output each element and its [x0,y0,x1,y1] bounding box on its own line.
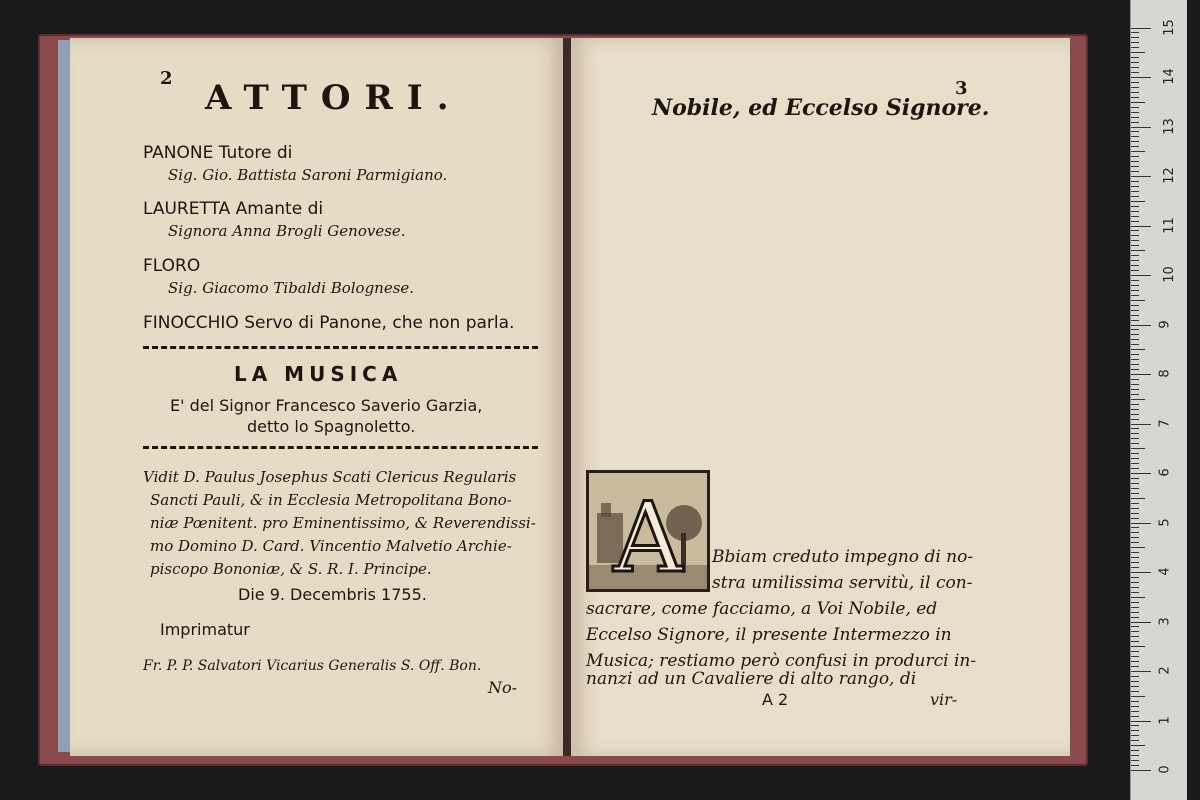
ruler-minor-tick [1131,443,1139,444]
ruler-minor-tick [1131,488,1139,489]
composer-line: E' del Signor Francesco Saverio Garzia, [170,396,483,415]
ruler-minor-tick [1131,72,1139,73]
ruler-tick [1131,176,1151,177]
ruler-minor-tick [1131,280,1139,281]
ruler-tick [1131,77,1151,78]
ruler-minor-tick [1131,136,1139,137]
ruler-label: 2 [1157,666,1173,675]
ruler-minor-tick [1131,428,1139,429]
ruler-minor-tick [1131,216,1139,217]
ruler-minor-tick [1131,646,1145,647]
ruler-tick [1131,572,1151,573]
ruler-minor-tick [1131,87,1139,88]
vicar-signature: Fr. P. P. Salvatori Vicarius Generalis S. Off. Bon. [143,658,482,674]
ruler-minor-tick [1131,250,1145,251]
ruler-minor-tick [1131,265,1139,266]
ruler-minor-tick [1131,161,1139,162]
ruler-minor-tick [1131,582,1139,583]
cast-role: PANONE Tutore di [143,143,293,163]
ruler-minor-tick [1131,656,1139,657]
ruler-minor-tick [1131,245,1139,246]
ruler-minor-tick [1131,686,1139,687]
ruler-minor-tick [1131,166,1139,167]
licence-line: niæ Pœnitent. pro Eminentissimo, & Reverendissi- [150,514,536,532]
ruler-minor-tick [1131,755,1139,756]
ruler-label: 6 [1157,468,1173,477]
ruler-minor-tick [1131,567,1139,568]
ruler-tick [1131,127,1151,128]
ruler-minor-tick [1131,47,1139,48]
dedication-line: Eccelso Signore, il presente Intermezzo in [586,625,952,645]
ruler-tick [1131,325,1151,326]
ruler-label: 3 [1157,616,1173,626]
ruler-minor-tick [1131,334,1139,335]
ruler-minor-tick [1131,760,1139,761]
ruler-minor-tick [1131,745,1145,746]
ruler-minor-tick [1131,513,1139,514]
dedication-title: Nobile, ed Eccelso Signore. [652,95,990,121]
ruler-label: 9 [1157,319,1173,329]
ruler-label: 10 [1161,266,1177,283]
ornamental-rule [143,446,538,452]
licence-date: Die 9. Decembris 1755. [238,585,427,604]
ruler-label: 1 [1157,715,1173,725]
ruler-label: 7 [1157,418,1173,428]
ruler-minor-tick [1131,255,1139,256]
ruler-tick [1131,671,1151,672]
ruler-minor-tick [1131,641,1139,642]
ruler-minor-tick [1131,117,1139,118]
ruler-label: 4 [1157,567,1173,576]
ruler-label: 14 [1161,68,1177,85]
ruler-minor-tick [1131,458,1139,459]
ruler-minor-tick [1131,300,1145,301]
ruler-minor-tick [1131,493,1139,494]
ruler-minor-tick [1131,290,1139,291]
ruler-minor-tick [1131,67,1139,68]
ruler-minor-tick [1131,463,1139,464]
cast-singer: Sig. Gio. Battista Saroni Parmigiano. [168,166,448,184]
ruler-minor-tick [1131,171,1139,172]
ruler-minor-tick [1131,518,1139,519]
ruler-minor-tick [1131,701,1139,702]
ruler-label: 0 [1157,765,1173,774]
ruler-minor-tick [1131,399,1145,400]
measurement-ruler [1130,0,1187,800]
ruler-minor-tick [1131,597,1145,598]
ruler-minor-tick [1131,191,1139,192]
ruler-minor-tick [1131,52,1145,53]
ruler-minor-tick [1131,240,1139,241]
left-catchword: No- [488,678,518,697]
ruler-minor-tick [1131,537,1139,538]
ruler-minor-tick [1131,503,1139,504]
ruler-minor-tick [1131,285,1139,286]
ruler-minor-tick [1131,453,1139,454]
ruler-minor-tick [1131,320,1139,321]
ruler-minor-tick [1131,97,1139,98]
decorated-initial [586,470,710,592]
ruler-minor-tick [1131,384,1139,385]
ruler-minor-tick [1131,676,1139,677]
ruler-minor-tick [1131,230,1139,231]
ruler-minor-tick [1131,151,1145,152]
ruler-minor-tick [1131,305,1139,306]
ruler-minor-tick [1131,131,1139,132]
ruler-tick [1131,770,1151,771]
ruler-minor-tick [1131,57,1139,58]
ruler-minor-tick [1131,438,1139,439]
ruler-minor-tick [1131,196,1139,197]
cast-role: LAURETTA Amante di [143,199,324,219]
ruler-minor-tick [1131,730,1139,731]
licence-line: piscopo Bononiæ, & S. R. I. Principe. [150,560,432,578]
ruler-minor-tick [1131,37,1139,38]
ruler-minor-tick [1131,661,1139,662]
ruler-minor-tick [1131,329,1139,330]
ruler-minor-tick [1131,295,1139,296]
ruler-tick [1131,226,1151,227]
ruler-minor-tick [1131,221,1139,222]
ruler-minor-tick [1131,156,1139,157]
dedication-line: stra umilissima servitù, il con- [712,573,973,593]
ruler-minor-tick [1131,666,1139,667]
ruler-minor-tick [1131,527,1139,528]
ruler-label: 15 [1161,18,1177,36]
ruler-minor-tick [1131,532,1139,533]
ruler-minor-tick [1131,681,1139,682]
ruler-minor-tick [1131,389,1139,390]
book-gutter [563,38,571,756]
dedication-line: sacrare, come facciamo, a Voi Nobile, ed [586,599,938,619]
ruler-minor-tick [1131,483,1139,484]
ruler-minor-tick [1131,508,1139,509]
ruler-minor-tick [1131,636,1139,637]
ruler-minor-tick [1131,92,1139,93]
ruler-minor-tick [1131,711,1139,712]
right-page-number: 3 [955,78,968,99]
ruler-minor-tick [1131,587,1139,588]
ruler-label: 8 [1157,369,1173,378]
ruler-minor-tick [1131,260,1139,261]
ruler-minor-tick [1131,706,1139,707]
ruler-tick [1131,374,1151,375]
ruler-tick [1131,28,1151,29]
imprimatur: Imprimatur [160,620,250,639]
composer-nickname: detto lo Spagnoletto. [247,417,416,436]
ruler-tick [1131,523,1151,524]
dedication-line: Bbiam creduto impegno di no- [712,547,974,567]
ruler-minor-tick [1131,394,1139,395]
ruler-minor-tick [1131,696,1145,697]
ruler-minor-tick [1131,478,1139,479]
ruler-label: 13 [1161,117,1177,135]
ruler-minor-tick [1131,631,1139,632]
ruler-minor-tick [1131,577,1139,578]
ruler-minor-tick [1131,607,1139,608]
ruler-minor-tick [1131,725,1139,726]
dedication-line: Musica; restiamo però confusi in produrci in- [586,651,977,671]
ruler-minor-tick [1131,235,1139,236]
musica-heading: LA MUSICA [234,362,403,386]
ruler-minor-tick [1131,612,1139,613]
ruler-minor-tick [1131,542,1139,543]
ruler-minor-tick [1131,32,1139,33]
ruler-minor-tick [1131,562,1139,563]
ruler-minor-tick [1131,448,1145,449]
ruler-minor-tick [1131,552,1139,553]
ruler-minor-tick [1131,315,1139,316]
ruler-minor-tick [1131,359,1139,360]
ruler-minor-tick [1131,141,1139,142]
ruler-minor-tick [1131,498,1145,499]
ruler-minor-tick [1131,716,1139,717]
ruler-minor-tick [1131,369,1139,370]
ruler-minor-tick [1131,419,1139,420]
cast-singer: Sig. Giacomo Tibaldi Bolognese. [168,279,415,297]
ruler-label: 11 [1161,216,1177,234]
ruler-minor-tick [1131,468,1139,469]
ruler-minor-tick [1131,602,1139,603]
left-page-number: 2 [160,68,173,89]
ruler-minor-tick [1131,364,1139,365]
ruler-minor-tick [1131,201,1145,202]
ruler-minor-tick [1131,112,1139,113]
ruler-minor-tick [1131,107,1139,108]
ruler-minor-tick [1131,122,1139,123]
ruler-minor-tick [1131,42,1139,43]
ruler-tick [1131,622,1151,623]
ruler-minor-tick [1131,765,1139,766]
signature-mark: A 2 [762,690,789,709]
ruler-label: 5 [1157,517,1173,527]
ruler-minor-tick [1131,82,1139,83]
ruler-tick [1131,424,1151,425]
ruler-minor-tick [1131,740,1139,741]
ruler-minor-tick [1131,310,1139,311]
licence-line: Sancti Pauli, & in Ecclesia Metropolitana Bono- [150,491,512,509]
cast-heading: ATTORI. [205,78,463,118]
ruler-minor-tick [1131,592,1139,593]
ruler-minor-tick [1131,750,1139,751]
ruler-minor-tick [1131,409,1139,410]
ruler-tick [1131,275,1151,276]
ruler-minor-tick [1131,270,1139,271]
ruler-minor-tick [1131,339,1139,340]
ruler-minor-tick [1131,414,1139,415]
dedication-line: nanzi ad un Cavaliere di alto rango, di [586,669,917,689]
ruler-label: 12 [1161,167,1177,184]
ornamental-rule [143,346,538,352]
ruler-minor-tick [1131,62,1139,63]
ruler-minor-tick [1131,691,1139,692]
ruler-minor-tick [1131,404,1139,405]
ruler-minor-tick [1131,102,1145,103]
cast-role-mute: FINOCCHIO Servo di Panone, che non parla. [143,313,515,333]
ruler-minor-tick [1131,626,1139,627]
right-catchword: vir- [930,690,958,709]
ruler-minor-tick [1131,349,1145,350]
licence-line: mo Domino D. Card. Vincentio Malvetio Archie- [150,537,512,555]
cast-singer: Signora Anna Brogli Genovese. [168,222,406,240]
ruler-minor-tick [1131,547,1145,548]
ruler-minor-tick [1131,186,1139,187]
ruler-tick [1131,473,1151,474]
ruler-minor-tick [1131,354,1139,355]
ruler-minor-tick [1131,344,1139,345]
ruler-minor-tick [1131,146,1139,147]
ruler-minor-tick [1131,379,1139,380]
ruler-minor-tick [1131,211,1139,212]
initial-letter: A [613,482,683,589]
ruler-minor-tick [1131,735,1139,736]
ruler-minor-tick [1131,433,1139,434]
licence-line: Vidit D. Paulus Josephus Scati Clericus Regularis [143,468,517,486]
ruler-minor-tick [1131,617,1139,618]
ruler-minor-tick [1131,206,1139,207]
ruler-minor-tick [1131,651,1139,652]
ruler-minor-tick [1131,181,1139,182]
ruler-tick [1131,721,1151,722]
cast-role: FLORO [143,256,201,276]
woodcut-illustration [589,473,707,589]
ruler-minor-tick [1131,557,1139,558]
